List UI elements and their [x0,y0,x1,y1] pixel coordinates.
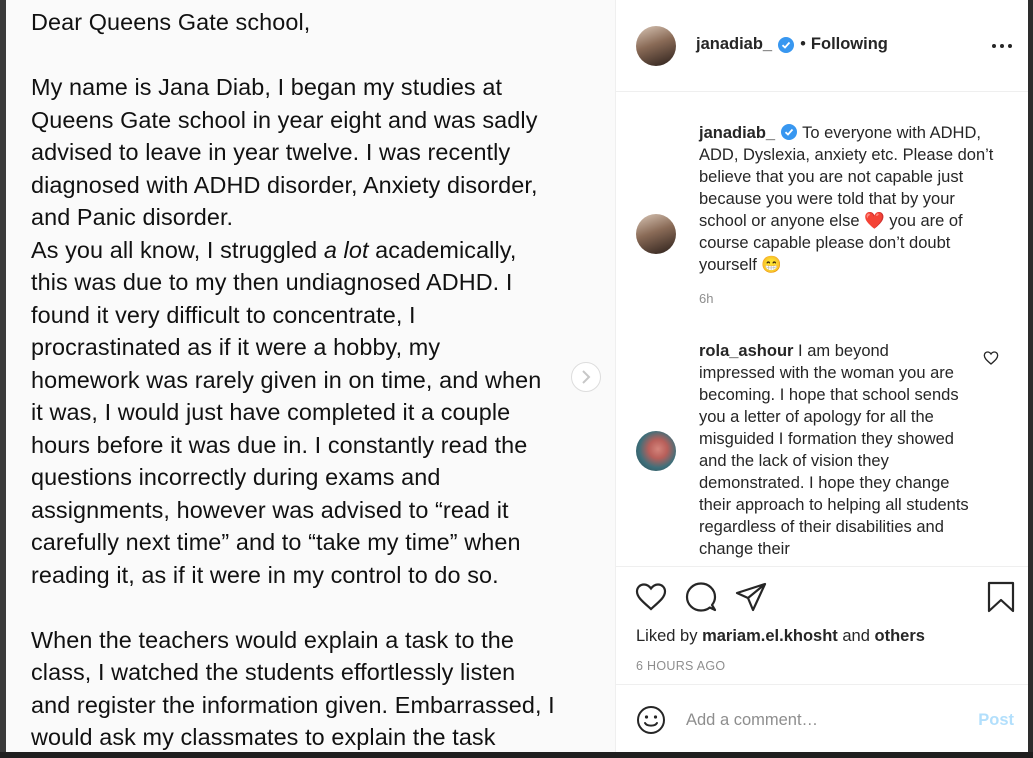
letter-salutation: Dear Queens Gate school, [31,9,311,35]
header-username[interactable]: janadiab_ [696,35,773,53]
share-icon[interactable] [735,581,767,613]
letter-line: reading it, as if it were in my control to do so. [31,561,499,588]
letter-line: class, I watched the students effortlessly listen [31,659,516,685]
liked-by-username[interactable]: mariam.el.khosht [702,627,838,645]
add-comment-bar [616,684,1028,752]
letter-line: would ask my classmates to explain the task [31,724,496,750]
letter-line: found it very difficult to concentrate, I [31,301,416,328]
letter-line: When the teachers would explain a task to the [31,626,514,653]
caption-username[interactable]: janadiab_ [699,124,776,142]
comment-input[interactable] [686,707,956,733]
letter-line: carefully next time” and to “take my time” when [31,529,521,555]
avatar[interactable] [636,26,676,66]
chevron-right-icon [580,370,592,384]
liked-by-text: Liked by mariam.el.khosht and others [636,627,925,645]
letter-line: homework was rarely given in on time, and when [31,366,542,393]
reply-comment [699,340,969,560]
bookmark-icon[interactable] [985,581,1017,613]
letter-line: and register the information given. Embarrassed, I [31,691,555,718]
red-heart-emoji: ❤️ [864,212,885,230]
post-header [616,0,1028,92]
caption-text: To everyone with ADHD, ADD, Dyslexia, anxiety etc. Please don’t believe that you are not capable just because you were told that by your school or anyone else [699,124,994,230]
comments-list [616,93,1028,565]
letter-line: Queens Gate school in year eight and was sadly [31,106,538,133]
like-comment-heart-icon[interactable] [983,350,999,366]
following-button[interactable]: Following [810,35,888,53]
post-timestamp[interactable]: 6 HOURS AGO [636,659,726,673]
liked-by-others-link[interactable]: others [874,627,925,645]
next-image-button[interactable] [571,362,601,392]
letter-line: this was due to my then undiagnosed ADHD. I [31,269,513,295]
letter-line: procrastinated as if it were a hobby, my [31,334,441,360]
verified-badge-icon [778,37,794,53]
letter-line: it was, I would just have completed it a couple [31,399,511,425]
post-comment-button[interactable]: Post [978,711,1014,729]
caption-time[interactable]: 6h [699,291,714,306]
caption-avatar[interactable] [636,214,676,254]
grinning-emoji: 😁 [761,256,782,274]
letter-line: assignments, however was advised to “read it [31,496,509,523]
comment-text: I am beyond impressed with the woman you are becoming. I hope that school sends you a letter of apology for all the misguided I formation they showed and the lack of vision they demonstrated. I hope they change their approach to helping all students regardless of their disabilities and change their [699,342,969,558]
post-actions [616,566,1028,684]
verified-badge-icon [781,124,797,140]
post-detail-panel [615,0,1028,752]
more-options-icon[interactable] [990,38,1014,54]
letter-text [31,6,606,752]
caption-comment [699,122,1004,276]
commenter-avatar[interactable] [636,431,676,471]
letter-line: questions incorrectly during exams and [31,464,441,490]
post-image [6,0,615,752]
letter-line: and Panic disorder. [31,204,234,230]
letter-line: hours before it was due in. I constantly read the [31,431,528,458]
letter-line: advised to leave in year twelve. I was recently [31,139,511,165]
letter-line: diagnosed with ADHD disorder, Anxiety disorder, [31,171,538,198]
background-bottom-edge [0,752,1033,758]
commenter-username[interactable]: rola_ashour [699,342,794,360]
background-right-edge [1028,0,1033,758]
letter-line: My name is Jana Diab, I began my studies at [31,74,503,100]
caption-text: you are of course capable please don’t doubt yourself [699,212,963,274]
separator-dot: • [800,35,806,53]
letter-line: As you all know, I struggled a lot academically, [31,236,517,263]
comment-icon[interactable] [685,581,717,613]
emoji-picker-icon[interactable] [636,705,666,735]
heart-icon[interactable] [635,581,667,613]
